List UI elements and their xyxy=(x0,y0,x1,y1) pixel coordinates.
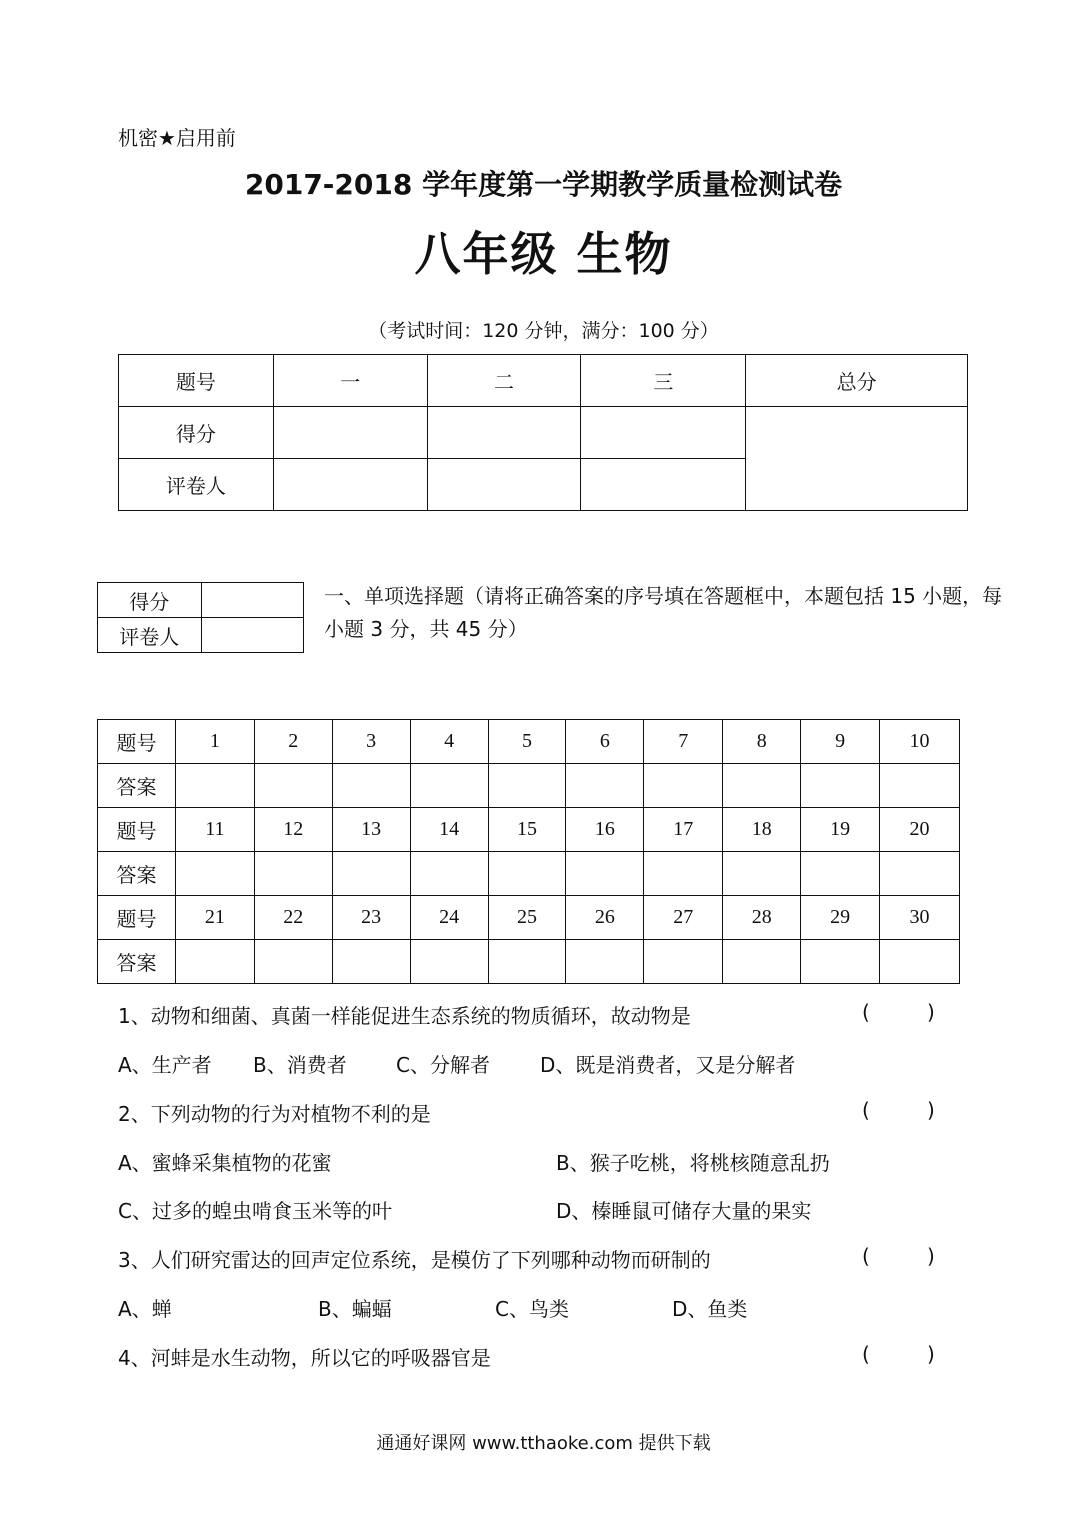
answer-cell[interactable] xyxy=(880,852,960,896)
section-score-label: 得分 xyxy=(98,583,202,618)
answer-cell[interactable] xyxy=(410,852,488,896)
answer-cell[interactable] xyxy=(175,852,254,896)
answer-cell[interactable] xyxy=(488,764,566,808)
score-table-header-row xyxy=(119,355,968,407)
exam-subject: 八年级 生物 xyxy=(414,227,673,281)
q1-option-a: A、生产者 xyxy=(118,1053,212,1077)
q2-option-a: A、蜜蜂采集植物的花蜜 xyxy=(118,1151,332,1175)
q2-option-b: B、猴子吃桃，将桃核随意乱扔 xyxy=(556,1151,830,1175)
score-input-cell[interactable] xyxy=(427,407,581,459)
number-label: 题号 xyxy=(98,896,176,940)
score-input-cell[interactable] xyxy=(273,407,427,459)
answer-cell[interactable] xyxy=(332,940,410,984)
exam-title: 2017-2018 学年度第一学期教学质量检测试卷 xyxy=(244,168,843,201)
score-row-label: 得分 xyxy=(119,407,274,459)
question-number: 29 xyxy=(801,896,880,940)
q1-option-b: B、消费者 xyxy=(253,1053,347,1077)
answer-cell[interactable] xyxy=(644,940,723,984)
answer-cell[interactable] xyxy=(566,764,644,808)
answer-row xyxy=(98,852,960,896)
answer-cell[interactable] xyxy=(880,764,960,808)
score-header-cell: 一 xyxy=(273,355,427,407)
exam-info: （考试时间：120 分钟，满分：100 分） xyxy=(368,320,719,342)
section-grader-cell[interactable] xyxy=(201,618,303,653)
question-number: 3 xyxy=(332,720,410,764)
question-number: 10 xyxy=(880,720,960,764)
section-1-heading: 一、单项选择题（请将正确答案的序号填在答题框中，本题包括 15 小题，每小题 3 分，共 45 分） xyxy=(324,584,1003,641)
grader-input-cell[interactable] xyxy=(427,459,581,511)
question-4-stem: 4、河蚌是水生动物，所以它的呼吸器官是 xyxy=(118,1346,491,1370)
question-number: 21 xyxy=(175,896,254,940)
answer-row xyxy=(98,764,960,808)
q3-option-d: D、鱼类 xyxy=(672,1297,748,1321)
question-number: 14 xyxy=(410,808,488,852)
answer-cell[interactable] xyxy=(254,764,332,808)
answer-cell[interactable] xyxy=(566,940,644,984)
question-3-stem: 3、人们研究雷达的回声定位系统，是模仿了下列哪种动物而研制的 xyxy=(118,1248,711,1272)
question-number: 28 xyxy=(723,896,801,940)
answer-label: 答案 xyxy=(98,852,176,896)
answer-cell[interactable] xyxy=(723,764,801,808)
answer-cell[interactable] xyxy=(723,940,801,984)
answer-cell[interactable] xyxy=(332,764,410,808)
question-number: 22 xyxy=(254,896,332,940)
answer-parenthesis: ( ) xyxy=(862,1098,935,1122)
answer-cell[interactable] xyxy=(801,940,880,984)
answer-table xyxy=(97,719,960,984)
answer-cell[interactable] xyxy=(254,940,332,984)
score-row-label: 评卷人 xyxy=(119,459,274,511)
question-number: 6 xyxy=(566,720,644,764)
answer-cell[interactable] xyxy=(332,852,410,896)
answer-number-row xyxy=(98,808,960,852)
answer-label: 答案 xyxy=(98,764,176,808)
question-number: 11 xyxy=(175,808,254,852)
score-header-cell: 题号 xyxy=(119,355,274,407)
answer-cell[interactable] xyxy=(801,852,880,896)
question-number: 26 xyxy=(566,896,644,940)
question-number: 12 xyxy=(254,808,332,852)
footer-source: 通通好课网 www.tthaoke.com 提供下载 xyxy=(376,1433,711,1454)
answer-parenthesis: ( ) xyxy=(862,1000,935,1024)
q2-option-d: D、榛睡鼠可储存大量的果实 xyxy=(556,1199,812,1223)
question-number: 19 xyxy=(801,808,880,852)
answer-cell[interactable] xyxy=(644,852,723,896)
answer-cell[interactable] xyxy=(880,940,960,984)
answer-cell[interactable] xyxy=(175,940,254,984)
section-grader-label: 评卷人 xyxy=(98,618,202,653)
answer-cell[interactable] xyxy=(410,764,488,808)
grader-input-cell[interactable] xyxy=(273,459,427,511)
confidential-label: 机密★启用前 xyxy=(118,126,236,150)
answer-cell[interactable] xyxy=(410,940,488,984)
answer-cell[interactable] xyxy=(644,764,723,808)
answer-number-row xyxy=(98,896,960,940)
total-score-cell[interactable] xyxy=(746,407,968,511)
question-number: 2 xyxy=(254,720,332,764)
answer-row xyxy=(98,940,960,984)
answer-label: 答案 xyxy=(98,940,176,984)
score-header-cell: 总分 xyxy=(746,355,968,407)
question-number: 20 xyxy=(880,808,960,852)
score-header-cell: 二 xyxy=(427,355,581,407)
answer-cell[interactable] xyxy=(566,852,644,896)
answer-number-row xyxy=(98,720,960,764)
score-table xyxy=(118,354,968,511)
question-number: 17 xyxy=(644,808,723,852)
question-1-stem: 1、动物和细菌、真菌一样能促进生态系统的物质循环，故动物是 xyxy=(118,1004,691,1028)
answer-parenthesis: ( ) xyxy=(862,1342,935,1366)
question-number: 30 xyxy=(880,896,960,940)
question-number: 7 xyxy=(644,720,723,764)
question-number: 24 xyxy=(410,896,488,940)
answer-cell[interactable] xyxy=(488,940,566,984)
answer-parenthesis: ( ) xyxy=(862,1244,935,1268)
q3-option-a: A、蝉 xyxy=(118,1297,172,1321)
answer-cell[interactable] xyxy=(723,852,801,896)
q1-option-d: D、既是消费者，又是分解者 xyxy=(540,1053,796,1077)
answer-cell[interactable] xyxy=(175,764,254,808)
question-number: 5 xyxy=(488,720,566,764)
score-table-row xyxy=(119,407,968,459)
q1-option-c: C、分解者 xyxy=(396,1053,490,1077)
answer-cell[interactable] xyxy=(488,852,566,896)
question-number: 23 xyxy=(332,896,410,940)
question-number: 9 xyxy=(801,720,880,764)
q3-option-c: C、鸟类 xyxy=(495,1297,569,1321)
grader-input-cell[interactable] xyxy=(581,459,746,511)
question-number: 16 xyxy=(566,808,644,852)
section-score-cell[interactable] xyxy=(201,583,303,618)
question-number: 13 xyxy=(332,808,410,852)
score-header-cell: 三 xyxy=(581,355,746,407)
question-number: 15 xyxy=(488,808,566,852)
answer-cell[interactable] xyxy=(801,764,880,808)
number-label: 题号 xyxy=(98,808,176,852)
question-number: 4 xyxy=(410,720,488,764)
section-score-box xyxy=(97,582,304,653)
answer-cell[interactable] xyxy=(254,852,332,896)
question-number: 1 xyxy=(175,720,254,764)
question-number: 27 xyxy=(644,896,723,940)
question-number: 25 xyxy=(488,896,566,940)
question-2-stem: 2、下列动物的行为对植物不利的是 xyxy=(118,1102,431,1126)
question-number: 18 xyxy=(723,808,801,852)
score-input-cell[interactable] xyxy=(581,407,746,459)
number-label: 题号 xyxy=(98,720,176,764)
question-number: 8 xyxy=(723,720,801,764)
q3-option-b: B、蝙蝠 xyxy=(318,1297,392,1321)
q2-option-c: C、过多的蝗虫啃食玉米等的叶 xyxy=(118,1199,392,1223)
